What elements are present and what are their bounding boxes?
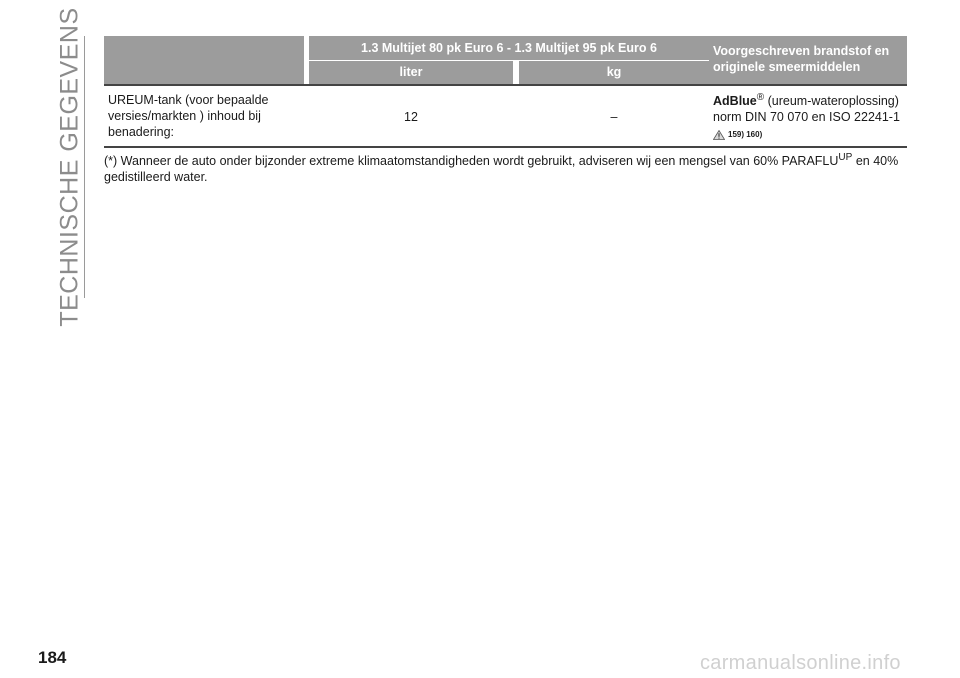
warning-triangle-icon: [713, 130, 725, 140]
row-liter-value: 12: [404, 110, 418, 124]
page-number: 184: [38, 648, 67, 667]
note-references: 159) 160): [728, 130, 763, 140]
header-kg: kg: [519, 61, 709, 84]
row-item-label: UREUM-tank (voor bepaalde versies/markten ) inhoud bij benadering:: [108, 93, 269, 139]
row-kg-value: –: [610, 110, 618, 124]
fuel-description: (ureum-wateroplossing) norm DIN 70 070 en ISO 22241-1: [713, 94, 900, 125]
fuel-brand: AdBlue: [713, 94, 757, 109]
row-fuel-spec: [713, 90, 913, 143]
table-header: [104, 36, 907, 84]
footnote-superscript: UP: [838, 152, 853, 163]
header-engine-group: 1.3 Multijet 80 pk Euro 6 - 1.3 Multijet 95 pk Euro 6: [309, 36, 709, 60]
warning-notes: [713, 127, 913, 143]
header-fuel: Voorgeschreven brandstof en originele smeermiddelen: [709, 36, 907, 84]
row-divider: [104, 146, 907, 148]
footnote: [104, 150, 904, 185]
section-side-title: [55, 7, 85, 327]
section-title-text: TECHNISCHE GEGEVENS: [55, 7, 84, 327]
header-blank-cell: [104, 36, 304, 84]
header-liter: liter: [309, 61, 513, 84]
side-divider: [84, 36, 85, 298]
footnote-text-end: en 40% gedistilleerd water.: [104, 154, 899, 185]
registered-mark: ®: [756, 92, 765, 103]
watermark: carmanualsonline.info: [700, 652, 901, 674]
table-row: [104, 84, 907, 146]
fluids-table: [104, 36, 907, 146]
footnote-text: (*) Wanneer de auto onder bijzonder extreme klimaatomstandigheden wordt gebruikt, adviseren wij een mengsel van 60% PARAFLU: [104, 154, 839, 169]
